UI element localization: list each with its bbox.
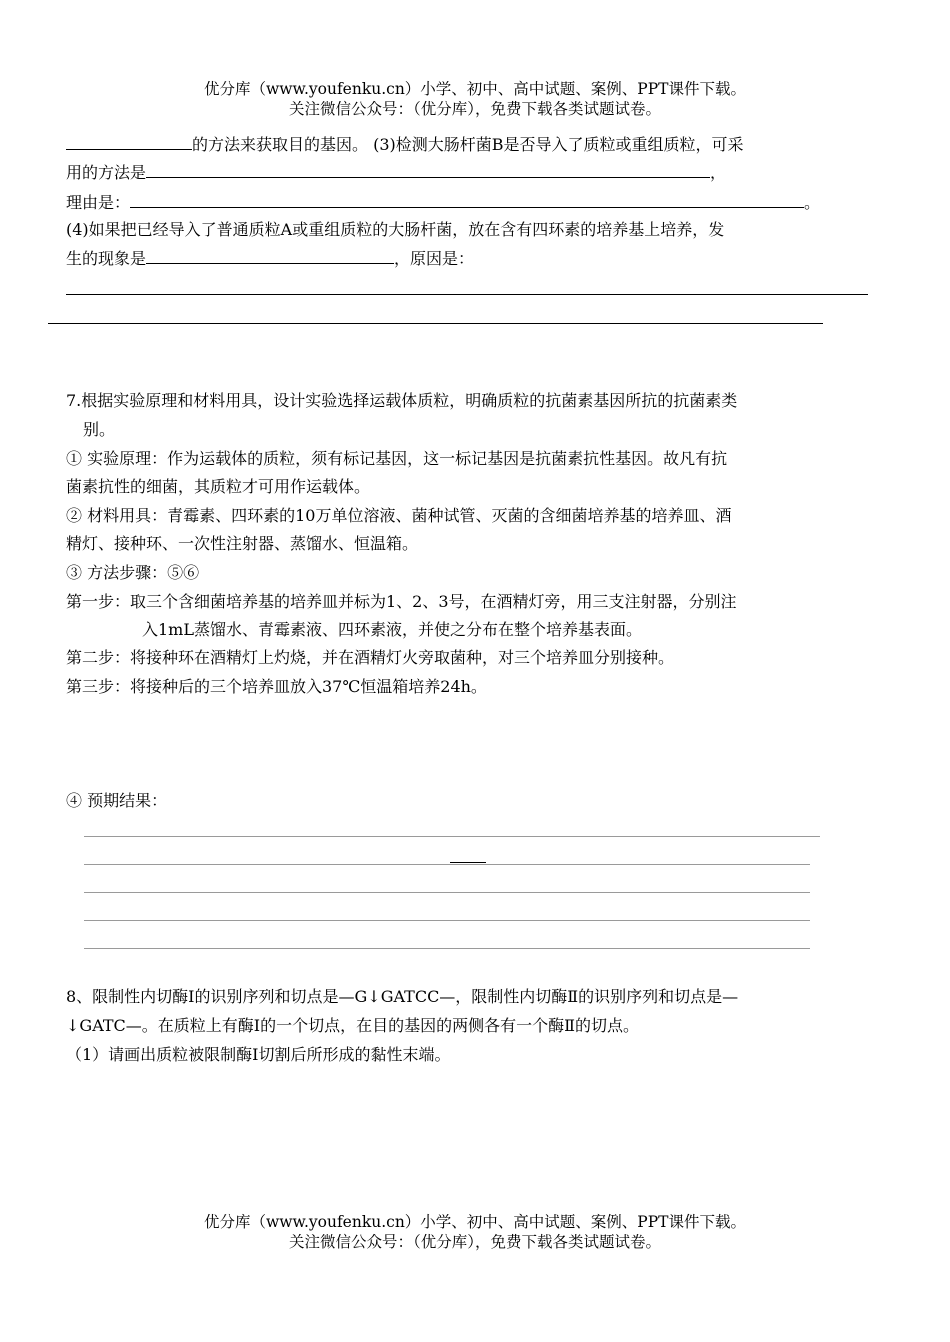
q7-step-2: 第二步：将接种环在酒精灯上灼烧，并在酒精灯火旁取菌种，对三个培养皿分别接种。 [66,648,675,667]
q6-line-5-suffix: ，原因是： [394,249,475,268]
footer-line-1: 优分库（www.youfenku.cn）小学、初中、高中试题、案例、PPT课件下载。 [203,1213,747,1231]
answer-blank[interactable] [66,132,192,150]
answer-line[interactable] [48,323,823,324]
footer-line-2: 关注微信公众号：（优分库），免费下载各类试题试卷。 [288,1233,661,1251]
header-line-1: 优分库（www.youfenku.cn）小学、初中、高中试题、案例、PPT课件下载。 [203,80,747,98]
q7-step-1a: 第一步：取三个含细菌培养基的培养皿并标为1、2、3号，在酒精灯旁，用三支注射器，分别注 [66,592,737,611]
q6-line-5-prefix: 生的现象是 [66,249,147,268]
q6-line-2-suffix: ， [710,163,727,182]
header-line-2: 关注微信公众号：（优分库），免费下载各类试题试卷。 [288,100,661,118]
q7-line-2: 别。 [83,420,116,439]
q7-line-1: 7.根据实验原理和材料用具，设计实验选择运载体质粒，明确质粒的抗菌素基因所抗的抗菌素类 [66,391,738,410]
q7-step-1b: 入1mL蒸馏水、青霉素液、四环素液，并使之分布在整个培养基表面。 [142,620,642,639]
q6-line-5 [66,246,474,271]
short-dash [450,862,486,863]
q7-method: ③ 方法步骤：⑤⑥ [66,563,200,582]
q7-principle-b: 菌素抗性的细菌，其质粒才可用作运载体。 [66,477,371,496]
q6-line-4: (4)如果把已经导入了普通质粒A或重组质粒的大肠杆菌，放在含有四环素的培养基上培养，发 [66,220,725,239]
q8-line-3: （1）请画出质粒被限制酶Ⅰ切割后所形成的黏性末端。 [66,1045,451,1064]
answer-blank[interactable] [146,246,394,264]
answer-blank[interactable] [130,190,804,208]
answer-line[interactable] [84,836,820,837]
q7-materials-b: 精灯、接种环、一次性注射器、蒸馏水、恒温箱。 [66,534,419,553]
q7-materials-a: ② 材料用具：青霉素、四环素的10万单位溶液、菌种试管、灭菌的含细菌培养基的培养皿、酒 [66,506,732,525]
q6-line-3-prefix: 理由是： [66,193,131,212]
q7-expected-result: ④ 预期结果： [66,791,168,810]
q6-line-2 [66,160,726,185]
q6-line-2-prefix: 用的方法是 [66,163,147,182]
q6-line-1 [66,132,744,157]
q8-line-1: 8、限制性内切酶Ⅰ的识别序列和切点是—G↓GATCC—，限制性内切酶Ⅱ的识别序列和切点是— [66,987,739,1006]
q6-line-1-text: 的方法来获取目的基因。 (3)检测大肠杆菌B是否导入了质粒或重组质粒，可采 [192,135,744,154]
page-header [0,79,950,119]
answer-line[interactable] [84,920,810,921]
answer-line[interactable] [84,864,810,865]
q7-principle-a: ① 实验原理：作为运载体的质粒，须有标记基因，这一标记基因是抗菌素抗性基因。故凡有抗 [66,449,728,468]
q6-line-3 [66,190,820,215]
answer-line[interactable] [84,948,810,949]
answer-line[interactable] [84,892,810,893]
q8-line-2: ↓GATC—。在质粒上有酶Ⅰ的一个切点，在目的基因的两侧各有一个酶Ⅱ的切点。 [66,1016,639,1035]
answer-blank[interactable] [146,160,710,178]
answer-line[interactable] [66,294,868,295]
page-footer [0,1212,950,1252]
q6-line-3-suffix: 。 [804,193,821,212]
q7-step-3: 第三步：将接种后的三个培养皿放入37℃恒温箱培养24h。 [66,677,487,696]
